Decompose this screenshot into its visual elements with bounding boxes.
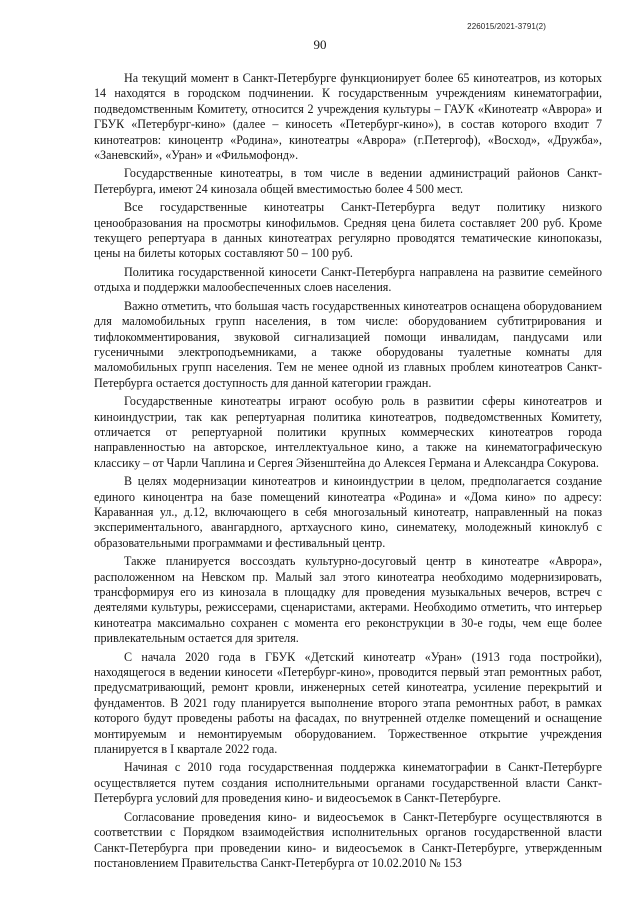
paragraph-state-support: Начиная с 2010 года государственная поддержка кинематографии в Санкт-Петербурге осуществляется путем создания исполнительными органами государственной власти Санкт-Петербурга условий для проведения кино- и видеосъемок в Санкт-Петербурге. (94, 760, 602, 806)
paragraph-modernization: В целях модернизации кинотеатров и киноиндустрии в целом, предполагается создание единого киноцентра на базе помещений кинотеатра «Родина» и «Дома кино» по адресу: Караванная ул., д.12, включающего в себя многозальный кинотеатр, направленный на показ экспериментального, авангардного, артхаусного кино, синематеку, молодежный киноклуб с образовательными программами и фестивальный центр. (94, 474, 602, 550)
paragraph-repertoire-role: Государственные кинотеатры играют особую роль в развитии сферы кинотеатров и киноиндустрии, так как репертуарная политика кинотеатров, подведомственных Комитету, отличается от репертуарной политики крупных коммерческих кинотеатров города направленностью на авторское, интеллектуальное кино, а также на кинематографическую классику – от Чарли Чаплина и Сергея Эйзенштейна до Алексея Германа и Александра Сокурова. (94, 394, 602, 470)
paragraph-halls-capacity: Государственные кинотеатры, в том числе в ведении администраций районов Санкт-Петербурга, имеют 24 кинозала общей вместимостью более 4 500 мест. (94, 166, 602, 196)
paragraph-ticket-pricing: Все государственные кинотеатры Санкт-Петербурга ведут политику низкого ценообразования на просмотры кинофильмов. Средняя цена билета составляет 200 руб. Кроме текущего репертуара в данных кинотеатрах регулярно проводятся тематические кинопоказы, цены на билеты которых составляют 50 – 100 руб. (94, 200, 602, 261)
paragraph-aurora-center: Также планируется воссоздать культурно-досуговый центр в кинотеатре «Аврора», расположенном на Невском пр. Малый зал этого кинотеатра необходимо модернизировать, трансформируя его из кинозала в площадку для проведения музыкальных вечеров, встреч с деятелями культуры, режиссерами, сценаристами, актерами. Необходимо отметить, что интерьер кинотеатра максимально сохранен с момента его реконструкции в 30-е годы, чем еще более привлекательным остается для зрителя. (94, 554, 602, 646)
paragraph-cinemas-count: На текущий момент в Санкт-Петербурге функционирует более 65 кинотеатров, из которых 14 находятся в городском подчинении. К государственным учреждениям кинематографии, подведомственным Комитету, относится 2 учреждения культуры – ГАУК «Кинотеатр «Аврора» и ГБУК «Петербург-кино» (далее – киносеть «Петербург-кино»), в состав которого входит 7 кинотеатров: киноцентр «Родина», кинотеатры «Аврора» (г.Петергоф), «Восход», «Дружба», «Заневский», «Уран» и «Фильмофонд». (94, 71, 602, 163)
document-body (94, 71, 602, 871)
document-registration-number: 226015/2021-3791(2) (467, 22, 546, 31)
paragraph-family-policy: Политика государственной киносети Санкт-Петербурга направлена на развитие семейного отдыха и поддержки малообеспеченных слоев населения. (94, 264, 602, 295)
paragraph-accessibility: Важно отметить, что большая часть государственных кинотеатров оснащена оборудованием для маломобильных групп населения, в том числе: оборудованием субтитрирования и тифлокомментирования, звуковой сигнализацией помощи инвалидам, пандусами или гусеничными электроподъемниками, а также оборудованы туалетные комнаты для маломобильных групп населения. Тем не менее одной из главных проблем кинотеатров Санкт-Петербурга остается доступность для данной категории граждан. (94, 298, 602, 390)
paragraph-filming-approval: Согласование проведения кино- и видеосъемок в Санкт-Петербурге осуществляются в соответствии с Порядком взаимодействия исполнительных органов государственной власти Санкт-Петербурга при проведении кино- и видеосъемок в Санкт-Петербурге, утвержденным постановлением Правительства Санкт-Петербурга от 10.02.2010 № 153 (94, 809, 602, 870)
paragraph-uran-renovation: С начала 2020 года в ГБУК «Детский кинотеатр «Уран» (1913 года постройки), находящегося в ведении киносети «Петербург-кино», проводится первый этап ремонтных работ, предусматривающий, ремонт кровли, инженерных сетей кинотеатра, усиление перекрытий и фундаментов. В 2021 году планируется выполнение второго этапа ремонтных работ, в рамках которого будут проведены работы на фасадах, по внутренней отделке помещений и оснащение монтируемым и немонтируемым оборудованием. Торжественное открытие учреждения планируется в I квартале 2022 года. (94, 649, 602, 757)
page-number: 90 (313, 37, 327, 52)
